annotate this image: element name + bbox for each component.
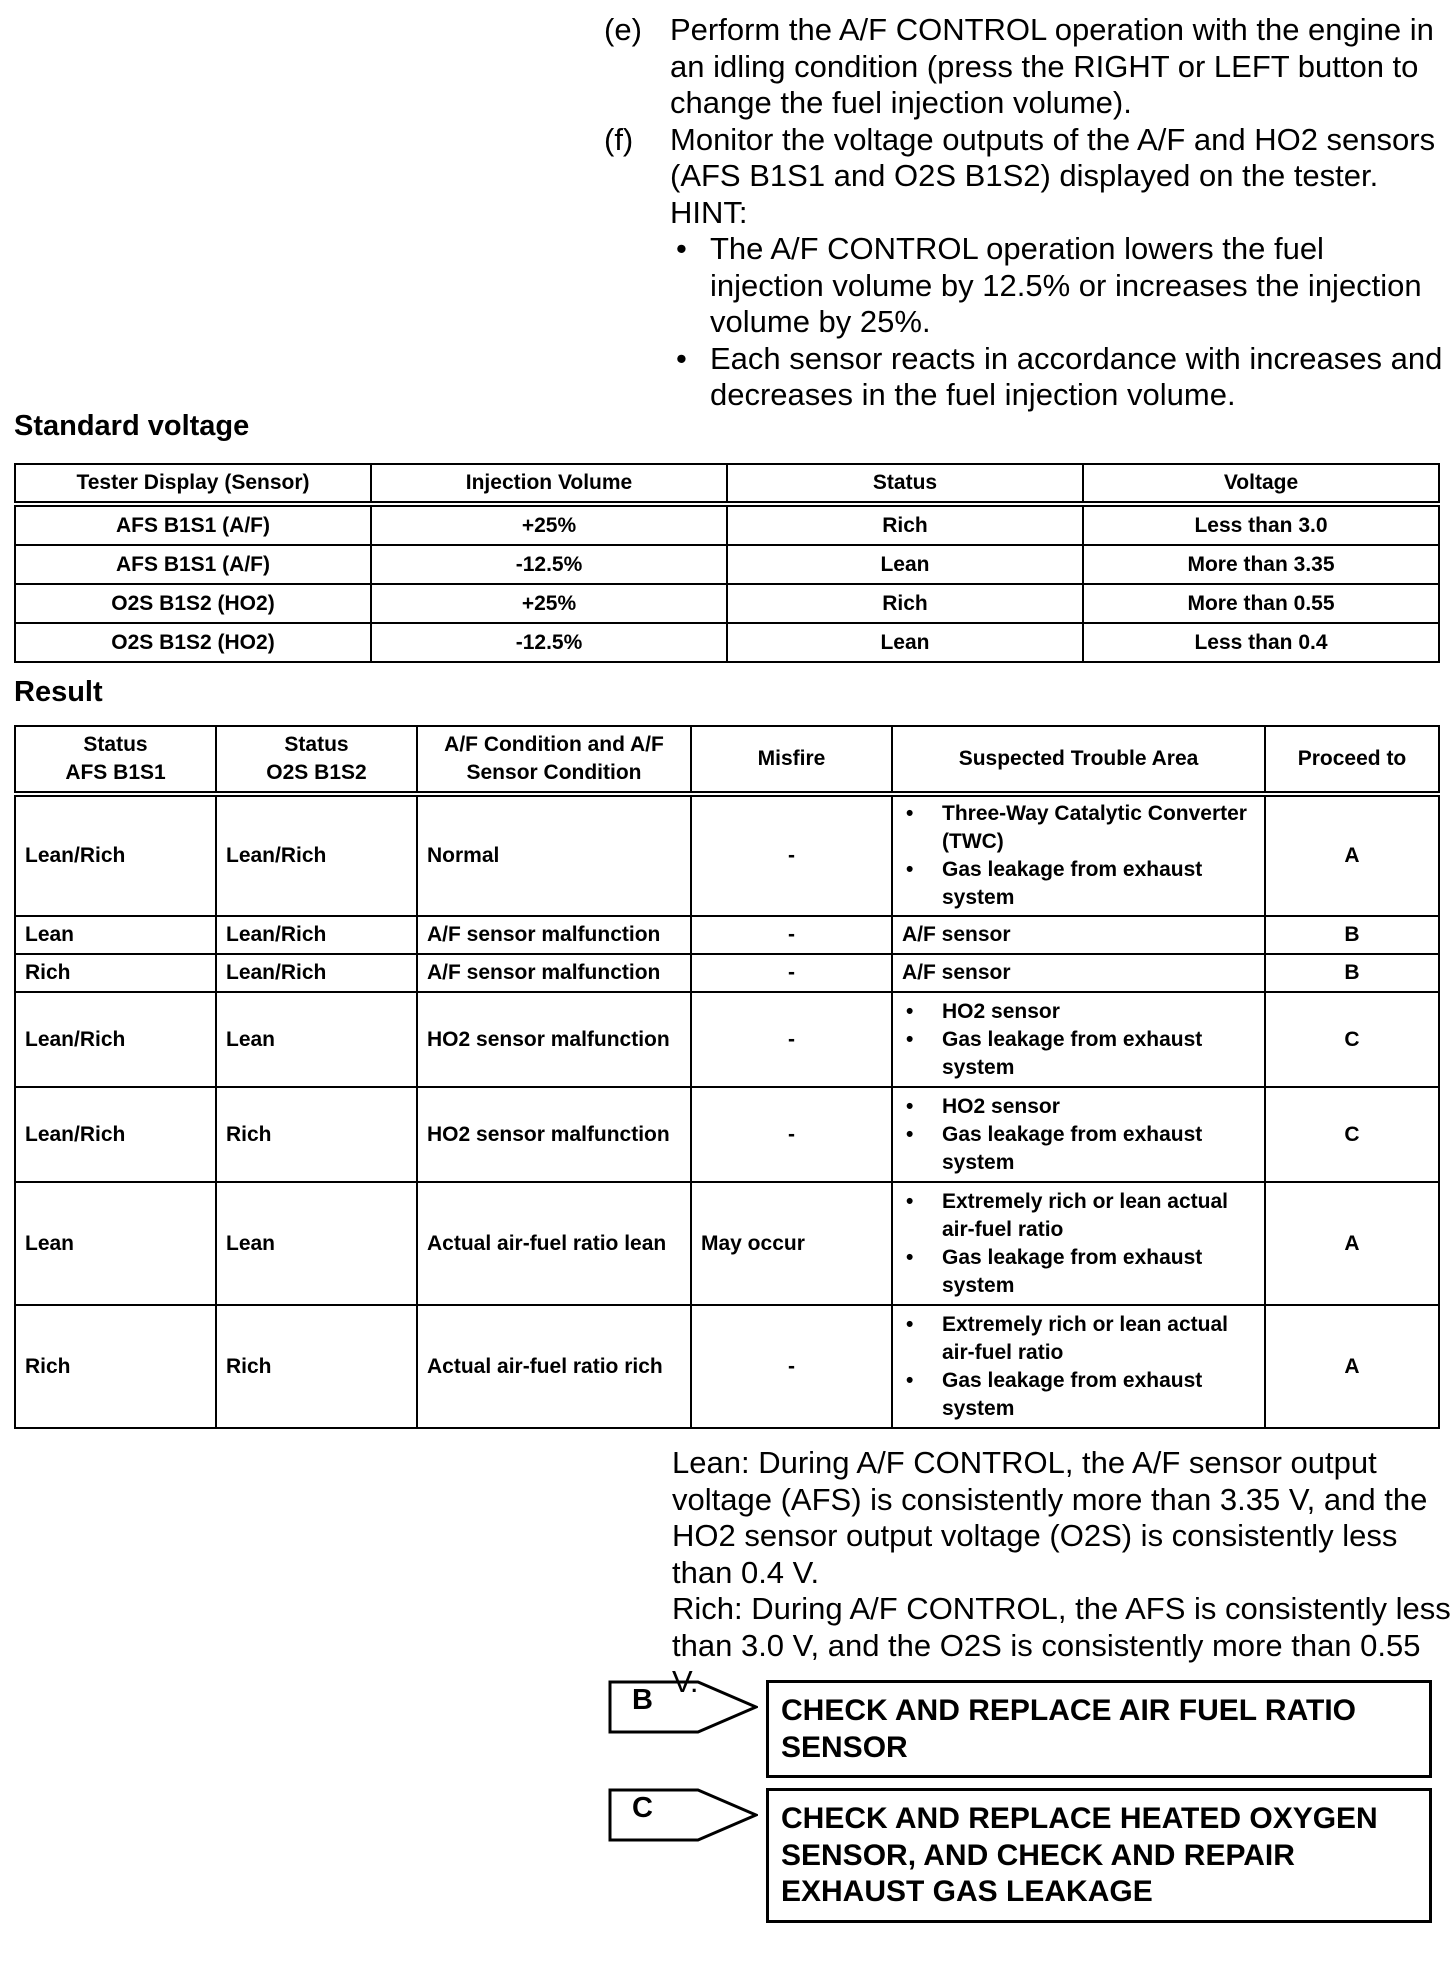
afs-status: Lean/Rich bbox=[15, 1087, 216, 1182]
table-row bbox=[15, 794, 1439, 916]
o2s-status: Lean/Rich bbox=[216, 954, 417, 992]
column-header: Voltage bbox=[1083, 464, 1439, 504]
table-row bbox=[15, 1182, 1439, 1305]
table-cell: -12.5% bbox=[371, 623, 727, 662]
o2s-status: Lean bbox=[216, 1182, 417, 1305]
table-header-row bbox=[15, 464, 1439, 504]
table-cell: Lean bbox=[727, 623, 1083, 662]
table-row bbox=[15, 584, 1439, 623]
action-box: CHECK AND REPLACE HEATED OXYGEN SENSOR, AND CHECK AND REPAIR EXHAUST GAS LEAKAGE bbox=[766, 1788, 1432, 1923]
table-cell: +25% bbox=[371, 584, 727, 623]
trouble-item: • Three-Way Catalytic Converter (TWC) bbox=[902, 800, 1255, 856]
suspected-trouble-area: A/F sensor bbox=[892, 954, 1265, 992]
table-row bbox=[15, 1087, 1439, 1182]
table-row bbox=[15, 992, 1439, 1087]
misfire: - bbox=[691, 794, 892, 916]
hint-list bbox=[670, 231, 1444, 414]
proceed-to: A bbox=[1265, 1305, 1439, 1428]
af-condition: A/F sensor malfunction bbox=[417, 916, 691, 954]
proceed-to: B bbox=[1265, 954, 1439, 992]
misfire: - bbox=[691, 992, 892, 1087]
step-text: Monitor the voltage outputs of the A/F and HO2 sensors (AFS B1S1 and O2S B1S2) displayed on the tester. bbox=[670, 121, 1436, 193]
action-c bbox=[608, 1788, 1440, 1924]
o2s-status: Lean/Rich bbox=[216, 916, 417, 954]
column-header: A/F Condition and A/F Sensor Condition bbox=[417, 726, 691, 794]
o2s-status: Rich bbox=[216, 1087, 417, 1182]
afs-status: Rich bbox=[15, 1305, 216, 1428]
hint-item: • Each sensor reacts in accordance with increases and decreases in the fuel injection volume. bbox=[670, 341, 1444, 414]
suspected-trouble-area bbox=[892, 1182, 1265, 1305]
table-cell: O2S B1S2 (HO2) bbox=[15, 623, 371, 662]
step-text: Perform the A/F CONTROL operation with the engine in an idling condition (press the RIGHT or LEFT button to change the fuel injection volume). bbox=[670, 12, 1434, 120]
table-row bbox=[15, 623, 1439, 662]
tag-c bbox=[608, 1788, 720, 1838]
suspected-trouble-area bbox=[892, 1305, 1265, 1428]
af-condition: Actual air-fuel ratio rich bbox=[417, 1305, 691, 1428]
proceed-to: C bbox=[1265, 992, 1439, 1087]
procedure-steps bbox=[604, 12, 1444, 414]
step-letter: (f) bbox=[604, 121, 634, 157]
afs-status: Rich bbox=[15, 954, 216, 992]
result-title: Result bbox=[14, 676, 103, 708]
table-cell: Less than 3.0 bbox=[1083, 504, 1439, 545]
table-cell: AFS B1S1 (A/F) bbox=[15, 504, 371, 545]
table-cell: O2S B1S2 (HO2) bbox=[15, 584, 371, 623]
misfire: - bbox=[691, 1305, 892, 1428]
tag-letter: B bbox=[632, 1684, 653, 1716]
table-cell: +25% bbox=[371, 504, 727, 545]
standard-voltage-title: Standard voltage bbox=[14, 410, 250, 442]
trouble-item: • Gas leakage from exhaust system bbox=[902, 1367, 1255, 1423]
column-header: Suspected Trouble Area bbox=[892, 726, 1265, 794]
afs-status: Lean bbox=[15, 916, 216, 954]
lean-note: Lean: During A/F CONTROL, the A/F sensor output voltage (AFS) is consistently more than 3.35 V, and the HO2 sensor output voltage (O2S) is consistently less than 0.4 V. bbox=[672, 1445, 1428, 1590]
misfire: - bbox=[691, 954, 892, 992]
trouble-item: • Gas leakage from exhaust system bbox=[902, 1121, 1255, 1177]
table-header-row bbox=[15, 726, 1439, 794]
table-cell: AFS B1S1 (A/F) bbox=[15, 545, 371, 584]
trouble-item: • Gas leakage from exhaust system bbox=[902, 856, 1255, 912]
hint-item: • The A/F CONTROL operation lowers the fuel injection volume by 12.5% or increases the injection volume by 25%. bbox=[670, 231, 1444, 341]
proceed-to: A bbox=[1265, 794, 1439, 916]
column-header: Status bbox=[727, 464, 1083, 504]
arrow-tag-icon bbox=[608, 1680, 758, 1736]
proceed-to: C bbox=[1265, 1087, 1439, 1182]
table-cell: -12.5% bbox=[371, 545, 727, 584]
misfire: - bbox=[691, 916, 892, 954]
proceed-to: B bbox=[1265, 916, 1439, 954]
table-cell: Rich bbox=[727, 504, 1083, 545]
o2s-status: Lean/Rich bbox=[216, 794, 417, 916]
table-cell: More than 3.35 bbox=[1083, 545, 1439, 584]
table-cell: Lean bbox=[727, 545, 1083, 584]
trouble-item: • Extremely rich or lean actual air-fuel ratio bbox=[902, 1188, 1255, 1244]
af-condition: A/F sensor malfunction bbox=[417, 954, 691, 992]
misfire: May occur bbox=[691, 1182, 892, 1305]
af-condition: HO2 sensor malfunction bbox=[417, 1087, 691, 1182]
trouble-item: • HO2 sensor bbox=[902, 998, 1255, 1026]
column-header: Proceed to bbox=[1265, 726, 1439, 794]
table-cell: Less than 0.4 bbox=[1083, 623, 1439, 662]
tag-b bbox=[608, 1680, 720, 1730]
column-header: Tester Display (Sensor) bbox=[15, 464, 371, 504]
action-b bbox=[608, 1680, 1440, 1780]
table-cell: More than 0.55 bbox=[1083, 584, 1439, 623]
table-row bbox=[15, 916, 1439, 954]
suspected-trouble-area bbox=[892, 992, 1265, 1087]
standard-voltage-table bbox=[14, 463, 1440, 663]
lean-rich-notes bbox=[672, 1445, 1452, 1701]
table-row bbox=[15, 504, 1439, 545]
action-box: CHECK AND REPLACE AIR FUEL RATIO SENSOR bbox=[766, 1680, 1432, 1778]
suspected-trouble-area bbox=[892, 794, 1265, 916]
rich-note: Rich: During A/F CONTROL, the AFS is consistently less than 3.0 V, and the O2S is consistently more than 0.55 V. bbox=[672, 1591, 1451, 1699]
column-header: Status O2S B1S2 bbox=[216, 726, 417, 794]
o2s-status: Lean bbox=[216, 992, 417, 1087]
column-header: Misfire bbox=[691, 726, 892, 794]
misfire: - bbox=[691, 1087, 892, 1182]
suspected-trouble-area bbox=[892, 1087, 1265, 1182]
step-letter: (e) bbox=[604, 12, 642, 47]
column-header: Injection Volume bbox=[371, 464, 727, 504]
af-condition: Normal bbox=[417, 794, 691, 916]
af-condition: Actual air-fuel ratio lean bbox=[417, 1182, 691, 1305]
result-table bbox=[14, 725, 1440, 1429]
trouble-item: • Extremely rich or lean actual air-fuel ratio bbox=[902, 1311, 1255, 1367]
afs-status: Lean/Rich bbox=[15, 992, 216, 1087]
proceed-to: A bbox=[1265, 1182, 1439, 1305]
step-f bbox=[604, 122, 1444, 414]
table-row bbox=[15, 545, 1439, 584]
table-cell: Rich bbox=[727, 584, 1083, 623]
trouble-item: • HO2 sensor bbox=[902, 1093, 1255, 1121]
suspected-trouble-area: A/F sensor bbox=[892, 916, 1265, 954]
table-row bbox=[15, 954, 1439, 992]
trouble-item: • Gas leakage from exhaust system bbox=[902, 1244, 1255, 1300]
tag-letter: C bbox=[632, 1792, 653, 1824]
trouble-item: • Gas leakage from exhaust system bbox=[902, 1026, 1255, 1082]
af-condition: HO2 sensor malfunction bbox=[417, 992, 691, 1087]
table-row bbox=[15, 1305, 1439, 1428]
step-e bbox=[604, 12, 1444, 122]
column-header: Status AFS B1S1 bbox=[15, 726, 216, 794]
o2s-status: Rich bbox=[216, 1305, 417, 1428]
afs-status: Lean bbox=[15, 1182, 216, 1305]
hint-label: HINT: bbox=[670, 194, 748, 230]
arrow-tag-icon bbox=[608, 1788, 758, 1844]
afs-status: Lean/Rich bbox=[15, 794, 216, 916]
